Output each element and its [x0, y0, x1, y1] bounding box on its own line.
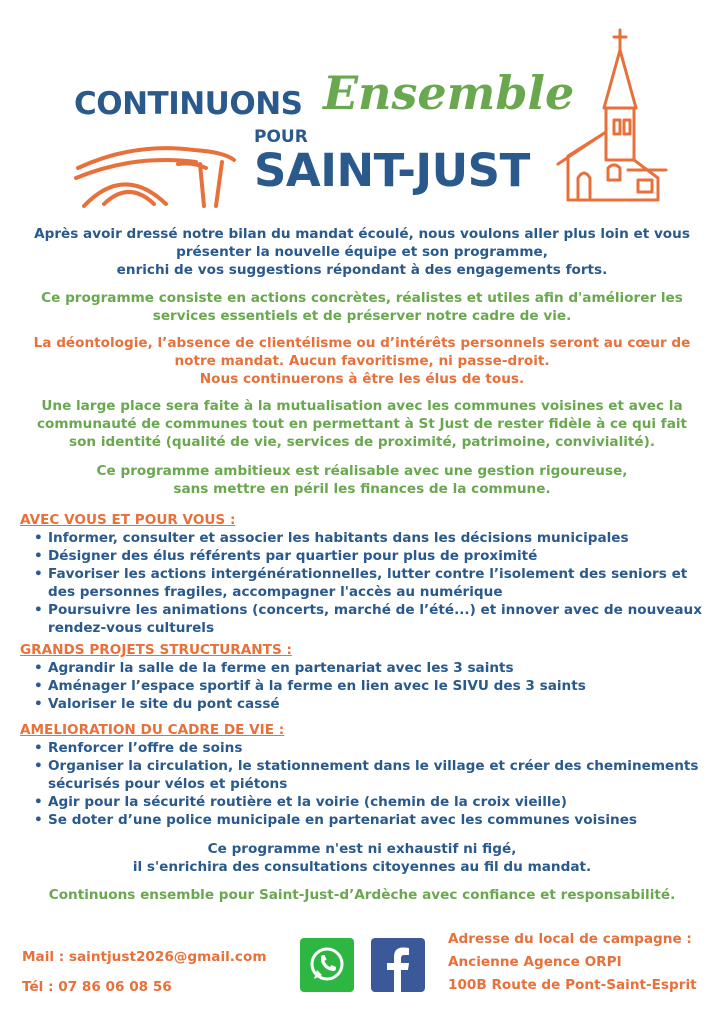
intro-p3-line: La déontologie, l’absence de clientélisme ou d’intérêts personnels seront au cœur de — [33, 335, 691, 351]
list-item-text: • Agrandir la salle de la ferme en partenariat avec les 3 saints — [48, 660, 514, 676]
intro-p4-line: son identité (qualité de vie, services de proximité, patrimoine, convivialité). — [68, 434, 655, 450]
list-item — [34, 811, 710, 829]
title-pour: POUR — [254, 127, 308, 147]
closing-p1-line: il s'enrichira des consultations citoyennes au fil du mandat. — [132, 859, 592, 875]
intro-p1-line: enrichi de vos suggestions répondant à des engagements forts. — [116, 262, 608, 278]
list-item — [34, 757, 710, 793]
list-item-text: • Aménager l’espace sportif à la ferme en lien avec le SIVU des 3 saints — [48, 678, 586, 694]
intro-p1-line: présenter la nouvelle équipe et son programme, — [176, 244, 548, 260]
intro-p2-line: services essentiels et de préserver notre cadre de vie. — [152, 308, 572, 324]
closing-p2-line: Continuons ensemble pour Saint-Just-d’Ardèche avec confiance et responsabilité. — [48, 887, 676, 903]
facebook-icon[interactable] — [371, 938, 425, 992]
intro-p2-line: Ce programme consiste en actions concrètes, réalistes et utiles afin d'améliorer les — [41, 290, 683, 306]
list-item-text: • Renforcer l’offre de soins — [48, 740, 243, 756]
section-title: AMELIORATION DU CADRE DE VIE : — [20, 722, 285, 738]
list-item-text: • Agir pour la sécurité routière et la voirie (chemin de la croix vieille) — [48, 794, 567, 810]
list-item-text: • Organiser la circulation, le stationnement dans le village et créer des cheminements — [48, 758, 699, 774]
list-item-text: • Informer, consulter et associer les habitants dans les décisions municipales — [48, 530, 629, 546]
list-item — [34, 529, 710, 547]
list-item-text: des personnes fragiles, accompagner l'accès au numérique — [48, 584, 503, 600]
contact-phone[interactable]: Tél : 07 86 06 08 56 — [22, 979, 172, 995]
list-item — [34, 547, 710, 565]
list-item — [34, 793, 710, 811]
intro-p3-line: Nous continuerons à être les élus de tous. — [199, 371, 525, 387]
intro-paragraph-3 — [22, 334, 702, 388]
intro-paragraph-1 — [22, 225, 702, 279]
intro-p4-line: Une large place sera faite à la mutualisation avec les communes voisines et avec la — [41, 398, 683, 414]
intro-p1-line: Après avoir dressé notre bilan du mandat écoulé, nous voulons aller plus loin et vous — [34, 226, 690, 242]
list-item — [34, 659, 710, 677]
intro-p5-line: Ce programme ambitieux est réalisable avec une gestion rigoureuse, — [96, 463, 628, 479]
list-item-text: • Poursuivre les animations (concerts, marché de l’été...) et innover avec de nouveaux — [48, 602, 702, 618]
whatsapp-icon[interactable] — [300, 938, 354, 992]
list-item-text: • Valoriser le site du pont cassé — [48, 696, 280, 712]
intro-paragraph-5 — [22, 462, 702, 498]
intro-paragraph-2 — [22, 289, 702, 325]
list-item — [34, 695, 710, 713]
intro-p3-line: notre mandat. Aucun favoritisme, ni passe-droit. — [174, 353, 550, 369]
section-grands-projets — [20, 641, 710, 713]
list-item — [34, 739, 710, 757]
list-item — [34, 677, 710, 695]
contact-block — [22, 942, 267, 1002]
list-item — [34, 601, 710, 637]
bridge-icon — [74, 134, 242, 214]
facebook-glyph — [371, 938, 425, 992]
list-item-text: • Favoriser les actions intergénérationnelles, lutter contre l’isolement des seniors et — [48, 566, 688, 582]
list-item-text: sécurisés pour vélos et piétons — [48, 776, 288, 792]
section-cadre-de-vie — [20, 721, 710, 829]
list-item — [34, 565, 710, 601]
contact-mail[interactable]: Mail : saintjust2026@gmail.com — [22, 949, 267, 965]
title-ensemble: Ensemble — [323, 66, 575, 120]
section-list — [20, 659, 710, 713]
list-item-text: • Se doter d’une police municipale en partenariat avec les communes voisines — [48, 812, 638, 828]
section-list — [20, 739, 710, 829]
title-continuons: CONTINUONS — [74, 86, 303, 122]
church-icon — [548, 28, 670, 206]
address-line-2: 100B Route de Pont-Saint-Esprit — [448, 977, 697, 993]
list-item-text: rendez-vous culturels — [48, 620, 215, 636]
section-avec-vous — [20, 511, 710, 637]
section-title: AVEC VOUS ET POUR VOUS : — [20, 512, 236, 528]
intro-p4-line: communauté de communes tout en permettant à St Just de rester fidèle à ce qui fait — [36, 416, 688, 432]
whatsapp-glyph — [300, 938, 354, 992]
intro-p5-line: sans mettre en péril les finances de la commune. — [173, 481, 551, 497]
section-title: GRANDS PROJETS STRUCTURANTS : — [20, 642, 292, 658]
closing-p1-line: Ce programme n'est ni exhaustif ni figé, — [207, 841, 517, 857]
closing-paragraph-1 — [22, 840, 702, 876]
title-saint-just: SAINT-JUST — [254, 144, 530, 197]
address-block — [448, 928, 697, 997]
address-line-1: Ancienne Agence ORPI — [448, 954, 622, 970]
address-label: Adresse du local de campagne : — [448, 931, 692, 947]
poster-header — [0, 0, 724, 215]
closing-paragraph-2 — [22, 886, 702, 904]
list-item-text: • Désigner des élus référents par quartier pour plus de proximité — [48, 548, 538, 564]
intro-paragraph-4 — [22, 397, 702, 451]
section-list — [20, 529, 710, 637]
